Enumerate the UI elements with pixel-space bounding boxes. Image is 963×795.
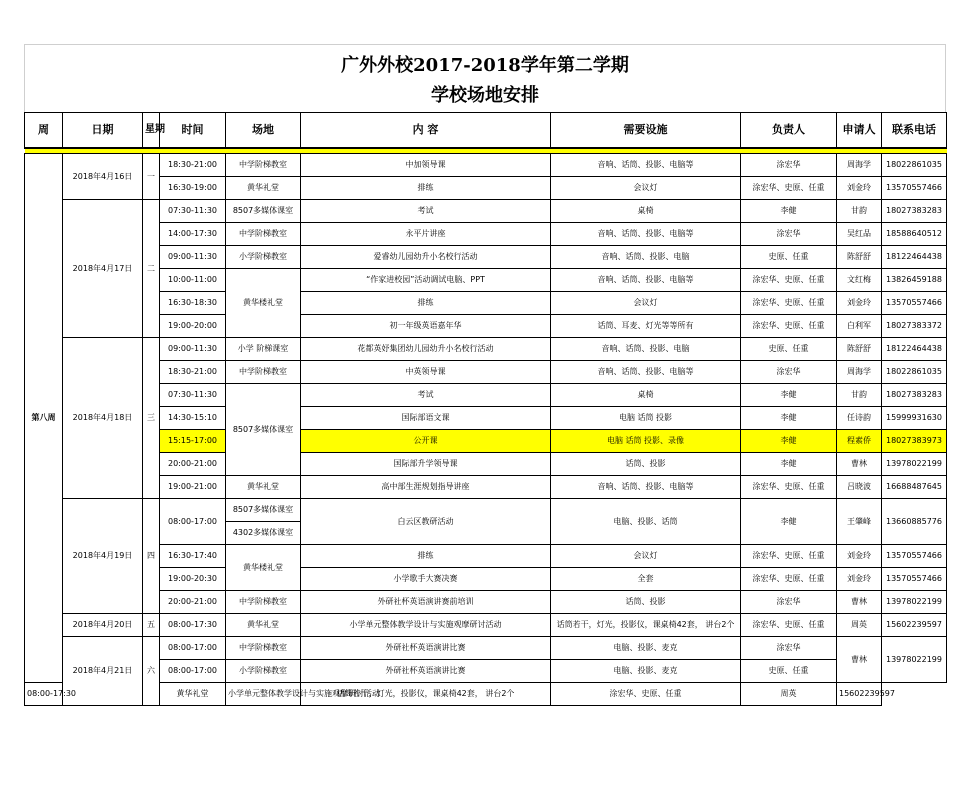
venue-cell: 小学阶梯教室 xyxy=(226,246,301,269)
table-row xyxy=(25,338,947,361)
applicant-cell: 陈舒舒 xyxy=(837,338,882,361)
time-cell: 20:00-21:00 xyxy=(160,453,226,476)
venue-cell: 4302多媒体课室 xyxy=(226,522,301,545)
applicant-cell: 吕晓波 xyxy=(837,476,882,499)
applicant-cell: 周海学 xyxy=(837,154,882,177)
phone-cell: 15602239597 xyxy=(837,683,882,706)
person-cell: 涂宏华、史原、任重 xyxy=(741,614,837,637)
table-row xyxy=(25,660,947,683)
time-cell: 08:00-17:30 xyxy=(160,614,226,637)
content-cell: 花都英妤集团幼儿园幼升小名校行活动 xyxy=(301,338,551,361)
date-cell: 2018年4月20日 xyxy=(63,614,143,637)
phone-cell: 18122464438 xyxy=(882,246,947,269)
content-cell: 初一年级英语嘉年华 xyxy=(301,315,551,338)
person-cell: 史原、任重 xyxy=(741,246,837,269)
header-facilities: 需要设施 xyxy=(551,113,741,149)
time-cell: 14:30-15:10 xyxy=(160,407,226,430)
facilities-cell: 音响、话筒、投影、电脑等 xyxy=(551,476,741,499)
person-cell: 涂宏华、史原、任重 xyxy=(741,568,837,591)
time-cell: 14:00-17:30 xyxy=(160,223,226,246)
table-row xyxy=(25,545,947,568)
table-row xyxy=(25,154,947,177)
venue-cell: 中学阶梯教室 xyxy=(226,223,301,246)
person-cell: 涂宏华 xyxy=(741,223,837,246)
venue-cell: 中学阶梯教室 xyxy=(226,591,301,614)
time-cell: 19:00-21:00 xyxy=(160,476,226,499)
weekday-cell: 二 xyxy=(143,200,160,338)
venue-cell: 黄华礼堂 xyxy=(226,476,301,499)
venue-cell: 小学阶梯教室 xyxy=(226,660,301,683)
date-cell: 2018年4月16日 xyxy=(63,154,143,200)
content-cell: 小学歌手大赛决赛 xyxy=(301,568,551,591)
phone-cell: 18027383372 xyxy=(882,315,947,338)
content-cell: 考试 xyxy=(301,384,551,407)
phone-cell: 13826459188 xyxy=(882,269,947,292)
person-cell: 涂宏华、史原、任重 xyxy=(551,683,741,706)
date-cell: 2018年4月21日 xyxy=(63,637,143,706)
person-cell: 李健 xyxy=(741,453,837,476)
highlighted-row xyxy=(25,430,947,453)
content-cell: 爱睿幼儿园幼升小名校行活动 xyxy=(301,246,551,269)
person-cell: 史原、任重 xyxy=(741,660,837,683)
facilities-cell: 会议灯 xyxy=(551,292,741,315)
facilities-cell: 音响、话筒、投影、电脑 xyxy=(551,246,741,269)
person-cell: 李健 xyxy=(741,430,837,453)
table-row xyxy=(25,200,947,223)
header-time: 时间 xyxy=(160,113,226,149)
table-row xyxy=(25,499,947,522)
phone-cell: 18588640512 xyxy=(882,223,947,246)
title-line-2: 学校场地安排 xyxy=(431,85,539,106)
content-cell: 国际部语文课 xyxy=(301,407,551,430)
table-row xyxy=(25,246,947,269)
phone-cell: 13570557466 xyxy=(882,568,947,591)
content-cell: 永平片讲座 xyxy=(301,223,551,246)
weekday-cell: 三 xyxy=(143,338,160,499)
week-cell: 第八周 xyxy=(25,154,63,683)
content-cell: 中加领导课 xyxy=(301,154,551,177)
content-cell: 高中部生涯规划指导讲座 xyxy=(301,476,551,499)
person-cell: 李健 xyxy=(741,499,837,545)
date-cell: 2018年4月19日 xyxy=(63,499,143,614)
table-row xyxy=(25,177,947,200)
time-cell: 15:15-17:00 xyxy=(160,430,226,453)
person-cell: 涂宏华、史原、任重 xyxy=(741,545,837,568)
facilities-cell: 桌椅 xyxy=(551,384,741,407)
content-cell: 白云区教研活动 xyxy=(301,499,551,545)
phone-cell: 13978022199 xyxy=(882,591,947,614)
facilities-cell: 电脑、投影、话筒 xyxy=(551,499,741,545)
time-cell: 18:30-21:00 xyxy=(160,154,226,177)
table-row xyxy=(25,591,947,614)
phone-cell: 13570557466 xyxy=(882,292,947,315)
content-cell: 排练 xyxy=(301,292,551,315)
applicant-cell: 白利军 xyxy=(837,315,882,338)
applicant-cell: 曹林 xyxy=(837,637,882,683)
person-cell: 李健 xyxy=(741,407,837,430)
facilities-cell: 音响、话筒、投影、电脑等 xyxy=(551,223,741,246)
person-cell: 李健 xyxy=(741,384,837,407)
facilities-cell: 话筒、耳麦、灯光等等所有 xyxy=(551,315,741,338)
venue-cell: 黄华礼堂 xyxy=(226,177,301,200)
time-cell: 19:00-20:30 xyxy=(160,568,226,591)
weekday-cell: 五 xyxy=(143,614,160,637)
time-cell: 08:00-17:00 xyxy=(160,499,226,545)
schedule-sheet xyxy=(24,44,946,706)
applicant-cell: 王肇峰 xyxy=(837,499,882,545)
person-cell: 涂宏华、史原、任重 xyxy=(741,269,837,292)
applicant-cell: 刘金玲 xyxy=(837,568,882,591)
venue-cell: 中学阶梯教室 xyxy=(226,637,301,660)
facilities-cell: 会议灯 xyxy=(551,545,741,568)
table-row xyxy=(25,223,947,246)
facilities-cell: 桌椅 xyxy=(551,200,741,223)
header-venue: 场地 xyxy=(226,113,301,149)
content-cell: 中英领导课 xyxy=(301,361,551,384)
applicant-cell: 周英 xyxy=(741,683,837,706)
applicant-cell: 程素侨 xyxy=(837,430,882,453)
venue-cell: 中学阶梯教室 xyxy=(226,154,301,177)
person-cell: 涂宏华 xyxy=(741,154,837,177)
facilities-cell: 话筒、投影 xyxy=(551,453,741,476)
person-cell: 史原、任重 xyxy=(741,338,837,361)
person-cell: 涂宏华、史原、任重 xyxy=(741,476,837,499)
date-cell: 2018年4月17日 xyxy=(63,200,143,338)
date-cell: 2018年4月18日 xyxy=(63,338,143,499)
facilities-cell: 电脑 话筒 投影、录像 xyxy=(551,430,741,453)
content-cell: 考试 xyxy=(301,200,551,223)
facilities-cell: 话筒若干，灯光，投影仪，课桌椅42套， 讲台2个 xyxy=(551,614,741,637)
applicant-cell: 刘金玲 xyxy=(837,545,882,568)
table-row xyxy=(25,568,947,591)
title-line-1: 广外外校2017-2018学年第二学期 xyxy=(341,55,629,76)
person-cell: 涂宏华、史原、任重 xyxy=(741,292,837,315)
facilities-cell: 全套 xyxy=(551,568,741,591)
phone-cell: 13660885776 xyxy=(882,499,947,545)
facilities-cell: 音响、话筒、投影、电脑等 xyxy=(551,154,741,177)
time-cell: 09:00-11:30 xyxy=(160,338,226,361)
table-row xyxy=(25,269,947,292)
table-row xyxy=(25,361,947,384)
phone-cell: 13978022199 xyxy=(882,637,947,683)
person-cell: 涂宏华 xyxy=(741,591,837,614)
phone-cell: 18027383283 xyxy=(882,384,947,407)
venue-cell: 黄华礼堂 xyxy=(160,683,226,706)
content-cell: “作家进校园”活动调试电脑、PPT xyxy=(301,269,551,292)
time-cell: 18:30-21:00 xyxy=(160,361,226,384)
applicant-cell: 吴红品 xyxy=(837,223,882,246)
header-person: 负责人 xyxy=(741,113,837,149)
facilities-cell: 音响、话筒、投影、电脑等 xyxy=(551,361,741,384)
applicant-cell: 曹林 xyxy=(837,453,882,476)
content-cell: 公开课 xyxy=(301,430,551,453)
applicant-cell: 周海学 xyxy=(837,361,882,384)
phone-cell: 18027383973 xyxy=(882,430,947,453)
person-cell: 涂宏华、史原、任重 xyxy=(741,315,837,338)
table-row xyxy=(25,476,947,499)
person-cell: 涂宏华 xyxy=(741,637,837,660)
venue-cell: 黄华楼礼堂 xyxy=(226,545,301,591)
time-cell: 09:00-11:30 xyxy=(160,246,226,269)
phone-cell: 15602239597 xyxy=(882,614,947,637)
applicant-cell: 陈舒舒 xyxy=(837,246,882,269)
header-date: 日期 xyxy=(63,113,143,149)
weekday-cell: 一 xyxy=(143,154,160,200)
time-cell: 08:00-17:00 xyxy=(160,637,226,660)
phone-cell: 15999931630 xyxy=(882,407,947,430)
applicant-cell: 任诗韵 xyxy=(837,407,882,430)
table-row xyxy=(25,614,947,637)
venue-cell: 小学 阶梯课室 xyxy=(226,338,301,361)
time-cell: 16:30-17:40 xyxy=(160,545,226,568)
facilities-cell: 音响、话筒、投影、电脑等 xyxy=(551,269,741,292)
applicant-cell: 甘韵 xyxy=(837,200,882,223)
venue-cell: 8507多媒体课室 xyxy=(226,384,301,476)
time-cell: 20:00-21:00 xyxy=(160,591,226,614)
title-block xyxy=(24,44,946,112)
venue-cell: 8507多媒体课室 xyxy=(226,200,301,223)
time-cell: 10:00-11:00 xyxy=(160,269,226,292)
header-week: 周 xyxy=(25,113,63,149)
header-phone: 联系电话 xyxy=(882,113,947,149)
time-cell: 07:30-11:30 xyxy=(160,200,226,223)
schedule-table xyxy=(24,112,947,706)
table-row xyxy=(25,292,947,315)
table-row xyxy=(25,407,947,430)
facilities-cell: 电脑、投影、麦克 xyxy=(551,637,741,660)
content-cell: 小学单元整体教学设计与实施观摩研讨活动 xyxy=(226,683,301,706)
table-row xyxy=(25,384,947,407)
time-cell: 16:30-19:00 xyxy=(160,177,226,200)
time-cell: 19:00-20:00 xyxy=(160,315,226,338)
table-row xyxy=(25,683,947,706)
weekday-cell: 六 xyxy=(143,637,160,706)
phone-cell: 18122464438 xyxy=(882,338,947,361)
applicant-cell: 甘韵 xyxy=(837,384,882,407)
applicant-cell: 刘金玲 xyxy=(837,177,882,200)
header-applicant: 申请人 xyxy=(837,113,882,149)
content-cell: 小学单元整体教学设计与实施观摩研讨活动 xyxy=(301,614,551,637)
content-cell: 外研社杯英语演讲比赛 xyxy=(301,660,551,683)
table-row xyxy=(25,315,947,338)
facilities-cell: 电脑、投影、麦克 xyxy=(551,660,741,683)
phone-cell: 13978022199 xyxy=(882,453,947,476)
header-content: 内 容 xyxy=(301,113,551,149)
venue-cell: 8507多媒体课室 xyxy=(226,499,301,522)
content-cell: 外研社杯英语演讲比赛 xyxy=(301,637,551,660)
applicant-cell: 文红梅 xyxy=(837,269,882,292)
time-cell: 07:30-11:30 xyxy=(160,384,226,407)
applicant-cell: 周英 xyxy=(837,614,882,637)
table-row xyxy=(25,453,947,476)
phone-cell: 18022861035 xyxy=(882,154,947,177)
phone-cell: 13570557466 xyxy=(882,177,947,200)
facilities-cell: 会议灯 xyxy=(551,177,741,200)
person-cell: 涂宏华 xyxy=(741,361,837,384)
venue-cell: 黄华礼堂 xyxy=(226,614,301,637)
phone-cell: 18022861035 xyxy=(882,361,947,384)
facilities-cell: 话筒若干，灯光，投影仪，课桌椅42套， 讲台2个 xyxy=(301,683,551,706)
person-cell: 李健 xyxy=(741,200,837,223)
time-cell: 16:30-18:30 xyxy=(160,292,226,315)
time-cell: 08:00-17:00 xyxy=(160,660,226,683)
facilities-cell: 话筒、投影 xyxy=(551,591,741,614)
header-row xyxy=(25,113,947,149)
phone-cell: 18027383283 xyxy=(882,200,947,223)
content-cell: 排练 xyxy=(301,545,551,568)
applicant-cell: 曹林 xyxy=(837,591,882,614)
phone-cell: 13570557466 xyxy=(882,545,947,568)
phone-cell: 16688487645 xyxy=(882,476,947,499)
content-cell: 外研社杯英语演讲赛前培训 xyxy=(301,591,551,614)
facilities-cell: 音响、话筒、投影、电脑 xyxy=(551,338,741,361)
venue-cell: 黄华楼礼堂 xyxy=(226,269,301,338)
content-cell: 排练 xyxy=(301,177,551,200)
facilities-cell: 电脑 话筒 投影 xyxy=(551,407,741,430)
table-row xyxy=(25,637,947,660)
person-cell: 涂宏华、史原、任重 xyxy=(741,177,837,200)
applicant-cell: 刘金玲 xyxy=(837,292,882,315)
time-cell: 08:00-17:30 xyxy=(25,683,63,706)
venue-cell: 中学阶梯教室 xyxy=(226,361,301,384)
weekday-cell: 四 xyxy=(143,499,160,614)
content-cell: 国际部升学领导课 xyxy=(301,453,551,476)
header-weekday: 星期 xyxy=(143,113,160,149)
